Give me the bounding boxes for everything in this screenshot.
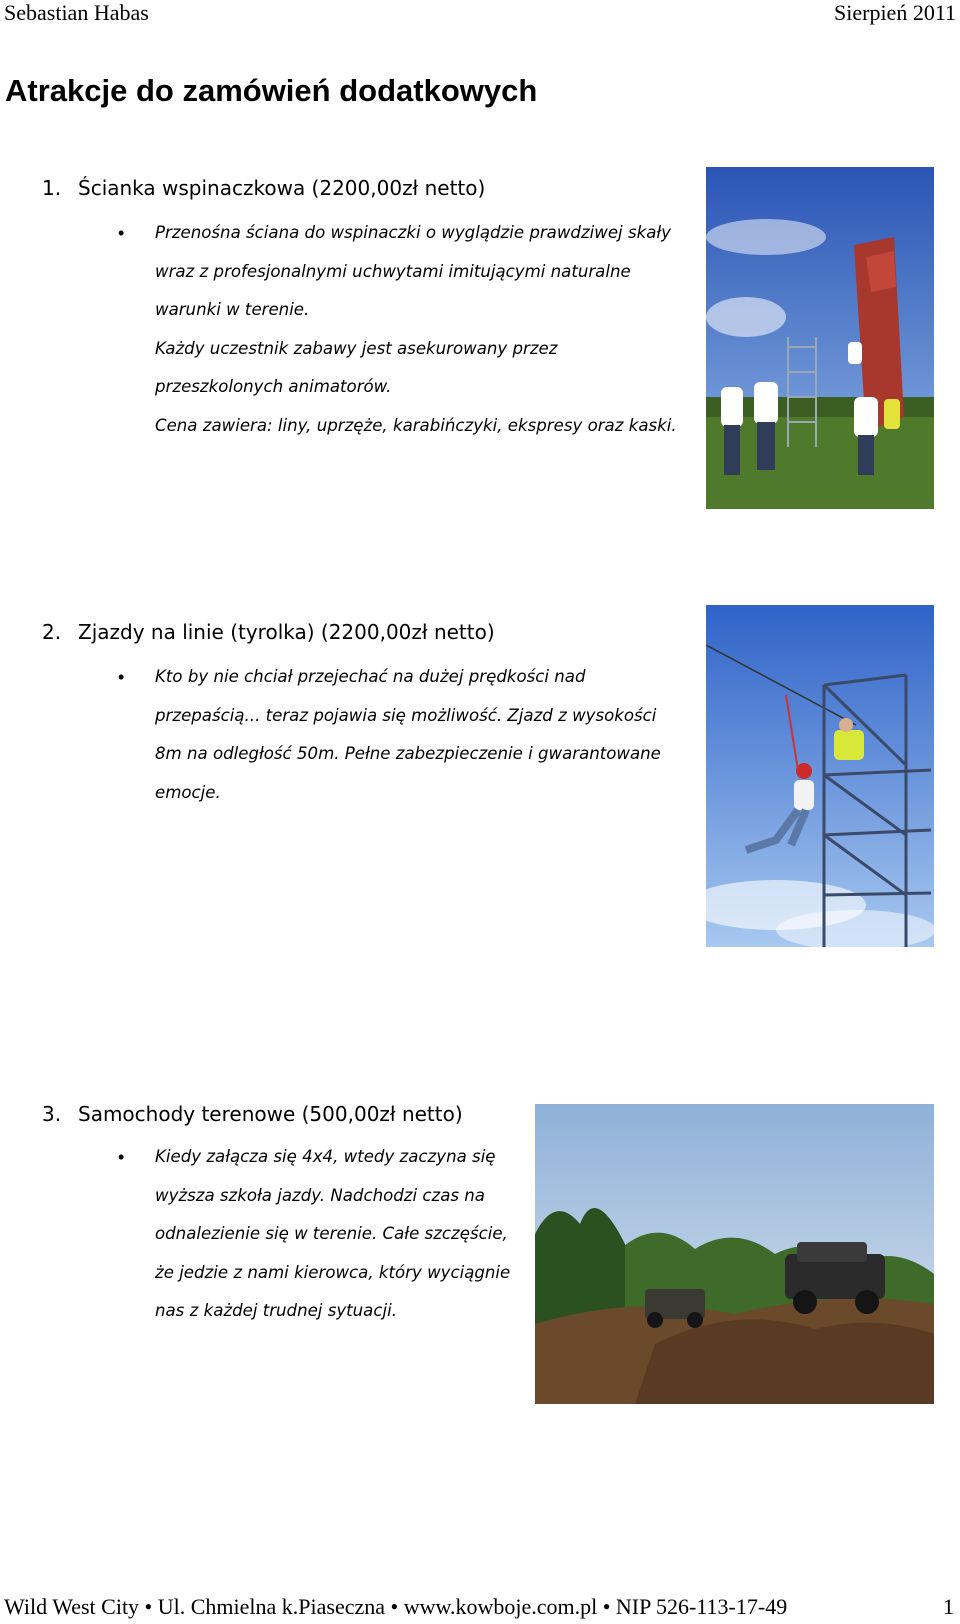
item-3-description [155,1144,510,1337]
item-3-line: nas z każdej trudnej sytuacji. [155,1301,397,1320]
item-1-description [155,220,677,451]
footer-text: Wild West City • Ul. Chmielna k.Piaseczna • www.kowboje.com.pl • NIP 526-113-17-49 [4,1594,788,1619]
item-2-number: 2. [42,620,62,644]
item-3-title: Samochody terenowe (500,00zł netto) [78,1102,463,1126]
item-3-heading [42,1101,463,1127]
climbing-wall-photo [706,167,934,509]
item-3-line: Kiedy załącza się 4x4, wtedy zaczyna się [155,1147,496,1166]
item-3-line: że jedzie z nami kierowca, który wyciągnie [155,1262,511,1282]
item-2-description [155,664,661,818]
item-2-line: 8m na odległość 50m. Pełne zabezpieczenie i gwarantowane [155,744,661,763]
item-3-line: wyższa szkoła jazdy. Nadchodzi czas na [155,1185,485,1205]
zipline-photo [706,605,934,947]
page-title: Atrakcje do zamówień dodatkowych [5,73,538,108]
item-1-line: warunki w terenie. [155,300,310,319]
item-2-line: Kto by nie chciał przejechać na dużej prędkości nad [155,667,586,686]
item-2-bullet: • [118,667,125,687]
page-number: 1 [943,1594,954,1619]
item-1-line: Przenośna ściana do wspinaczki o wyglądzie prawdziwej skały [155,223,671,242]
header-author: Sebastian Habas [4,0,149,25]
item-1-line: przeszkolonych animatorów. [155,377,392,396]
header-date: Sierpień 2011 [834,0,956,25]
item-1-number: 1. [42,176,62,200]
item-1-heading [42,175,485,201]
item-2-line: emocje. [155,782,221,802]
offroad-cars-photo [535,1104,934,1404]
item-1-line: wraz z profesjonalnymi uchwytami imitującymi naturalne [155,261,631,281]
item-3-number: 3. [42,1102,62,1126]
item-1-line: Cena zawiera: liny, uprzęże, karabińczyki, ekspresy oraz kaski. [155,415,677,435]
item-1-bullet: • [118,223,125,243]
item-3-bullet: • [118,1147,125,1167]
item-2-title: Zjazdy na linie (tyrolka) (2200,00zł netto) [78,620,495,644]
item-2-heading [42,619,495,645]
item-2-line: przepaścią... teraz pojawia się możliwość. Zjazd z wysokości [155,705,657,725]
item-1-title: Ścianka wspinaczkowa (2200,00zł netto) [78,176,486,200]
item-3-line: odnalezienie się w terenie. Całe szczęście, [155,1224,508,1243]
item-1-line: Każdy uczestnik zabawy jest asekurowany przez [155,338,558,358]
